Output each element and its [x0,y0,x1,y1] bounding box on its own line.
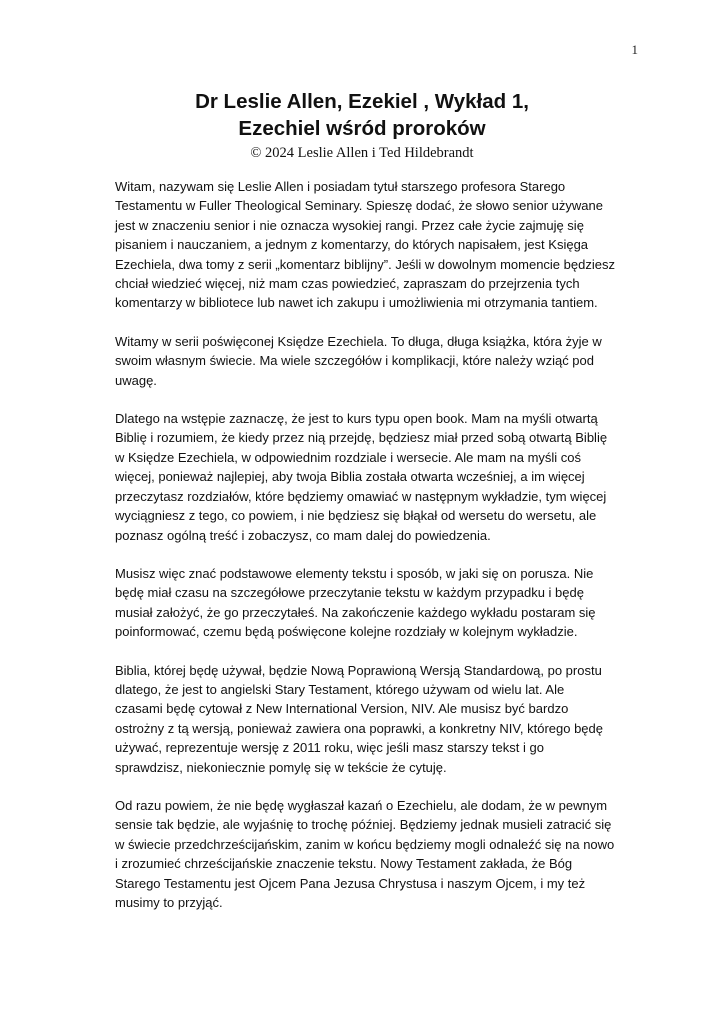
paragraph: Musisz więc znać podstawowe elementy tekstu i sposób, w jaki się on porusza. Nie będę miał czasu na szczegółowe przeczytanie tekstu w każdym przypadku i będę musiał założyć, że go przeczytałeś. Na zakończenie każdego wykładu postaram się poinformować, czemu będą poświęcone kolejne rozdziały w kolejnym wykładzie. [115,565,596,640]
paragraph: Od razu powiem, że nie będę wygłaszał kazań o Ezechielu, ale dodam, że w pewnym sensie tak będzie, ale wyjaśnię to trochę później. Będziemy jednak musieli zatracić się w świecie przedchrześcijańskim, zanim w końcu będziemy mogli odnaleźć się na nowo i zrozumieć chrześcijańskie znaczenie tekstu. Nowy Testament zakłada, że Bóg Starego Testamentu jest Ojcem Pana Jezusa Chrystusa i naszym Ojcem, i my też musimy to przyjąć. [115,797,615,910]
paragraph: Witam, nazywam się Leslie Allen i posiadam tytuł starszego profesora Starego Testamentu w Fuller Theological Seminary. Spieszę dodać, że słowo senior używane jest w znaczeniu senior i nie oznacza wysokiej rangi. Przez całe życie zajmuję się pisaniem i nauczaniem, a jednym z komentarzy, do których napisałem, jest Księga Ezechiela, dwa tomy z serii „komentarz biblijny”. Jeśli w dowolnym momencie będziesz chciał wiedzieć więcej, niż mam czas powiedzieć, zapraszam do przejrzenia tych komentarzy w bibliotece lub nawet ich zakupu i umożliwienia mi otrzymania tantiem. [115,179,615,311]
page-number: 1 [631,42,638,57]
title-block [0,88,724,163]
document-body [115,177,615,931]
title-line-2: Ezechiel wśród proroków [238,117,486,140]
copyright-line: © 2024 Leslie Allen i Ted Hildebrandt [250,145,474,161]
paragraph: Dlatego na wstępie zaznaczę, że jest to kurs typu open book. Mam na myśli otwartą Biblię i rozumiem, że kiedy przez nią przejdę, będziesz miał przed sobą otwartą Biblię w Księdze Ezechiela, w odpowiednim rozdziale i wersecie. Ale mam na myśli coś więcej, ponieważ najlepiej, aby twoja Biblia została otwarta wcześniej, a im więcej przeczytasz rozdziałów, które będziemy omawiać w następnym wykładzie, tym więcej wyciągniesz z tego, co powiem, i nie będziesz się błąkał od wersetu do wersetu, ale poznasz ogólną treść i zobaczysz, co mam dalej do powiedzenia. [115,411,608,543]
page-title [0,88,724,142]
paragraph: Witamy w serii poświęconej Księdze Ezechiela. To długa, długa książka, która żyje w swoim własnym świecie. Ma wiele szczegółów i komplikacji, które należy wziąć pod uwagę. [115,333,602,388]
title-line-1: Dr Leslie Allen, Ezekiel , Wykład 1, [195,90,529,113]
paragraph: Biblia, której będę używał, będzie Nową Poprawioną Wersją Standardową, po prostu dlatego, że jest to angielski Stary Testament, którego używam od wielu lat. Ale czasami będę cytował z New International Version, NIV. Ale musisz być bardzo ostrożny z tą wersją, ponieważ zawiera ona poprawki, a konkretny NIV, którego będę używać, reprezentuje wersję z 2011 roku, więc jeśli masz starszy tekst i go sprawdzisz, niekoniecznie pomylę się w tekście że cytuję. [115,662,604,775]
